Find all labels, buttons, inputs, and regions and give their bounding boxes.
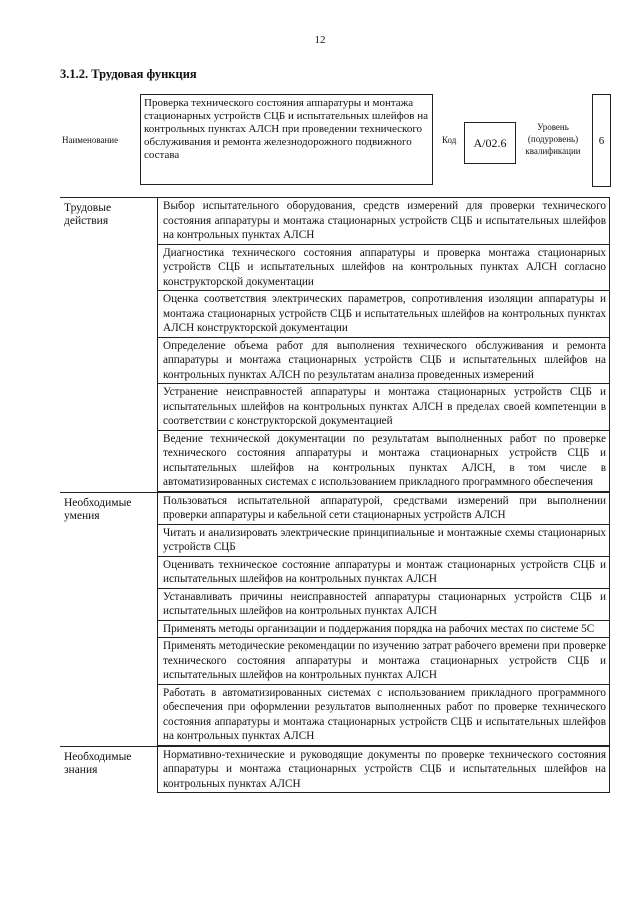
- group-required-skills: [60, 492, 610, 746]
- level-value: 6: [592, 94, 611, 187]
- list-item: Определение объема работ для выполнения технического обслуживания и ремонта аппаратуры и монтажа стационарных устройств СЦБ и испытательных шлейфов на контрольных пунктах АЛСН по результатам анализа проведенных измерений: [158, 338, 610, 385]
- group-labor-actions: [60, 198, 610, 492]
- list-item: Устанавливать причины неисправностей аппаратуры стационарных устройств СЦБ и испытательных шлейфов на контрольных пунктах АЛСН: [158, 589, 610, 621]
- list-item: Устранение неисправностей аппаратуры и монтажа стационарных устройств СЦБ и испытательных шлейфов на контрольных пунктах АЛСН в пределах своей компетенции в соответствии с конструкторской документацией: [158, 384, 610, 431]
- group-label: Трудовые действия: [64, 202, 112, 227]
- group-items: [157, 493, 610, 746]
- list-item: Читать и анализировать электрические принципиальные и монтажные схемы стационарных устройств СЦБ: [158, 525, 610, 557]
- list-item: Применять методические рекомендации по изучению затрат рабочего времени при проверке технического состояния аппаратуры и монтажа стационарных устройств СЦБ и испытательных шлейфов на контрольных пунктах АЛСН: [158, 638, 610, 685]
- page-number: 12: [314, 34, 326, 46]
- group-items: [157, 747, 610, 794]
- group-items: [157, 198, 610, 492]
- code-label: Код: [442, 135, 457, 145]
- name-label: Наименование: [62, 135, 119, 145]
- function-name-box: Проверка технического состояния аппаратуры и монтажа стационарных устройств СЦБ и испытательных шлейфов на контрольных пунктах АЛСН при проведении технического обслуживания и ремонта железнодорожного подвижного состава: [140, 94, 433, 185]
- list-item: Нормативно-технические и руководящие документы по проверке технического состояния аппаратуры и монтажа стационарных устройств СЦБ и испытательных шлейфов на контрольных пунктах АЛСН: [158, 747, 610, 794]
- function-table: [60, 197, 610, 793]
- group-label: Необходимые умения: [64, 496, 132, 522]
- list-item: Диагностика технического состояния аппаратуры и проверка монтажа стационарных устройств СЦБ и испытательных шлейфов на контрольных пунктах АЛСН согласно конструкторской документации: [158, 245, 610, 292]
- list-item: Ведение технической документации по результатам выполненных работ по проверке технического состояния аппаратуры и монтажа стационарных устройств СЦБ и испытательных шлейфов на контрольных пунктах АЛСН, в том числе в автоматизированных системах с использованием прикладного программного обеспечения: [158, 431, 610, 492]
- list-item: Пользоваться испытательной аппаратурой, средствами измерений при выполнении проверки аппаратуры и кабельной сети стационарных устройств АЛСН: [158, 493, 610, 525]
- list-item: Выбор испытательного оборудования, средств измерений для проверки технического состояния аппаратуры и монтажа стационарных устройств СЦБ и испытательных шлейфов на контрольных пунктах АЛСН: [158, 198, 610, 245]
- list-item: Применять методы организации и поддержания порядка на рабочих местах по системе 5С: [158, 621, 610, 639]
- list-item: Работать в автоматизированных системах с использованием прикладного программного обеспечения при оформлении результатов выполненных работ по проверке технического состояния аппаратуры и монтажа стационарных устройств СЦБ и испытательных шлейфов на контрольных пунктах АЛСН: [158, 685, 610, 746]
- section-title: 3.1.2. Трудовая функция: [60, 67, 197, 81]
- level-label: Уровень (подуровень) квалификации: [525, 122, 581, 156]
- list-item: Оценивать техническое состояние аппаратуры и монтаж стационарных устройств СЦБ и испытательных шлейфов на контрольных пунктах АЛСН: [158, 557, 610, 589]
- code-value: A/02.6: [464, 122, 516, 164]
- group-label: Необходимые знания: [64, 750, 132, 776]
- group-required-knowledge: [60, 746, 610, 794]
- list-item: Оценка соответствия электрических параметров, сопротивления изоляции аппаратуры и монтажа стационарных устройств СЦБ и испытательных шлейфов на контрольных пунктах АЛСН конструкторской документации: [158, 291, 610, 338]
